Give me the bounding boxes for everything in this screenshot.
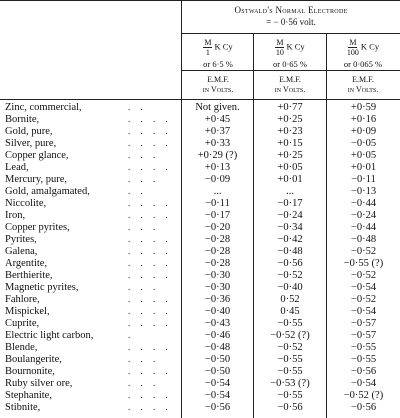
leader-dots: . . . .	[128, 258, 172, 268]
emf-value-col1: ...	[213, 186, 222, 197]
emf-value-col2: −0·52	[277, 270, 303, 281]
emf-value-col2: −0·55	[277, 390, 303, 401]
leader-dots: .	[128, 330, 135, 340]
emf-value-col2: −0·52 (?)	[270, 330, 310, 341]
reagent-label: K Cy	[360, 41, 380, 52]
emf-label: E.M.F.	[352, 75, 374, 84]
fraction-numerator: M	[349, 38, 357, 47]
emf-value-col2: +0·01	[277, 174, 303, 185]
emf-label: E.M.F.	[207, 75, 229, 84]
emf-value-col3: −0·52 (?)	[343, 390, 384, 401]
leader-dots: . . . .	[128, 402, 172, 412]
emf-value-col1: +0·29 (?)	[197, 150, 238, 161]
emf-value-col1: −0·11	[205, 198, 230, 209]
substance-name: Bornite,	[5, 114, 40, 125]
leader-dots: . . . .	[128, 198, 172, 208]
leader-dots: . .	[128, 102, 147, 112]
emf-value-col3: −0·54	[350, 282, 377, 293]
emf-value-col2: −0·17	[277, 198, 303, 209]
substance-name: Boulangerite,	[5, 354, 62, 365]
emf-value-col3: −0·11	[351, 174, 376, 185]
emf-value-col2: +0·15	[277, 138, 303, 149]
emf-value-col3: −0·52	[350, 294, 377, 305]
header-rule	[181, 33, 400, 34]
concentration-label: or 0·065 %	[343, 59, 383, 69]
emf-units-label: in Volts.	[274, 85, 306, 94]
fraction-denominator: 1	[205, 48, 210, 57]
emf-value-col1: −0·50	[204, 366, 231, 377]
emf-value-col2: −0·55	[277, 354, 303, 365]
leader-dots: . . . .	[128, 126, 172, 136]
emf-value-col3: −0·44	[350, 222, 377, 233]
emf-value-col3: −0·52	[350, 246, 377, 257]
substance-name: Magnetic pyrites,	[5, 282, 79, 293]
leader-dots: . . .	[128, 282, 160, 292]
reagent-label: K Cy	[286, 41, 305, 52]
emf-value-col2: −0·48	[277, 246, 303, 257]
substance-name: Argentite,	[5, 258, 48, 269]
emf-label: E.M.F.	[279, 75, 301, 84]
table-subtitle: = − 0·56 volt.	[266, 17, 316, 27]
leader-dots: . . . .	[128, 246, 172, 256]
emf-value-col3: −0·24	[350, 210, 377, 221]
concentration-label: or 0·65 %	[273, 59, 307, 69]
emf-value-col3: −0·48	[350, 234, 377, 245]
column-header-2	[254, 38, 326, 69]
leader-dots: . .	[128, 186, 147, 196]
substance-name: Mercury, pure,	[5, 174, 68, 185]
leader-dots: . . .	[128, 174, 160, 184]
emf-value-col1: −0·28	[204, 258, 231, 269]
emf-value-col1: −0·17	[204, 210, 231, 221]
fraction-numerator: M	[204, 38, 212, 47]
substance-name: Stephanite,	[5, 390, 52, 401]
substance-name: Fahlore,	[5, 294, 40, 305]
substance-name: Niccolite,	[5, 198, 47, 209]
column-header-1	[182, 38, 254, 69]
substance-name: Galena,	[5, 246, 38, 257]
emf-value-col3: −0·57	[350, 330, 377, 341]
table-row	[0, 402, 400, 415]
substance-name: Copper pyrites,	[5, 222, 70, 233]
emf-value-col2: −0·55	[277, 366, 303, 377]
emf-value-col2: +0·23	[277, 126, 303, 137]
emf-value-col3: −0·56	[350, 366, 377, 377]
leader-dots: . . .	[128, 354, 160, 364]
substance-name: Mispickel,	[5, 306, 50, 317]
emf-value-col1: −0·30	[204, 282, 231, 293]
reagent-label: K Cy	[214, 41, 233, 52]
emf-value-col2: 0·52	[280, 294, 300, 305]
emf-value-col3: −0·52	[350, 270, 377, 281]
emf-value-col3: −0·13	[350, 186, 377, 197]
substance-name: Iron,	[5, 210, 26, 221]
concentration-label: or 6·5 %	[203, 59, 233, 69]
substance-name: Blende,	[5, 342, 38, 353]
emf-value-col3: +0·59	[350, 102, 377, 113]
emf-unit-header-2	[254, 75, 326, 95]
emf-value-col3: +0·05	[350, 150, 377, 161]
top-rule	[0, 0, 400, 1]
emf-value-col3: −0·44	[350, 198, 377, 209]
leader-dots: . . . .	[128, 138, 172, 148]
emf-value-col1: +0·45	[204, 114, 231, 125]
emf-value-col1: −0·56	[204, 402, 231, 413]
units-rule	[0, 99, 400, 100]
emf-value-col1: +0·33	[204, 138, 231, 149]
leader-dots: . . .	[128, 378, 160, 388]
substance-name: Berthierite,	[5, 270, 53, 281]
substance-name: Electric light carbon,	[5, 330, 94, 341]
emf-value-col2: +0·05	[277, 162, 303, 173]
emf-unit-header-3	[327, 75, 399, 95]
emf-value-col3: −0·05	[350, 138, 377, 149]
fraction-denominator: 10	[275, 48, 284, 57]
emf-value-col1: +0·13	[204, 162, 231, 173]
emf-value-col2: −0·56	[277, 258, 303, 269]
emf-value-col1: −0·30	[204, 270, 231, 281]
emf-value-col2: +0·77	[277, 102, 303, 113]
emf-value-col3: +0·09	[350, 126, 377, 137]
emf-value-col2: −0·55	[277, 318, 303, 329]
leader-dots: . . .	[128, 222, 160, 232]
substance-name: Gold, amalgamated,	[5, 186, 90, 197]
substance-name: Copper glance,	[5, 150, 69, 161]
substance-name: Stibnite,	[5, 402, 41, 413]
leader-dots: . . . .	[128, 234, 172, 244]
leader-dots: . . . .	[128, 390, 172, 400]
emf-value-col3: +0·16	[350, 114, 377, 125]
emf-value-col1: −0·40	[204, 306, 231, 317]
emf-value-col2: ...	[286, 186, 294, 197]
concentration-rule	[181, 70, 400, 71]
emf-units-label: in Volts.	[347, 85, 379, 94]
emf-value-col3: −0·55	[350, 342, 377, 353]
emf-value-col1: −0·36	[204, 294, 231, 305]
emf-value-col2: −0·56	[277, 402, 303, 413]
table-title: Ostwald's Normal Electrode	[234, 5, 348, 15]
emf-value-col3: −0·55 (?)	[343, 258, 384, 269]
substance-name: Gold, pure,	[5, 126, 53, 137]
fraction-denominator: 100	[346, 48, 359, 57]
substance-name: Zinc, commercial,	[5, 102, 82, 113]
column-header-3	[327, 38, 399, 69]
emf-value-col2: 0·45	[280, 306, 300, 317]
emf-value-col2: −0·24	[277, 210, 303, 221]
leader-dots: . . . .	[128, 342, 172, 352]
molarity-fraction	[347, 38, 359, 57]
emf-value-col1: −0·43	[204, 318, 231, 329]
emf-value-col3: −0·57	[350, 318, 377, 329]
emf-value-col3: −0·55	[350, 354, 377, 365]
emf-value-col2: −0·40	[277, 282, 303, 293]
leader-dots: . . . .	[128, 294, 172, 304]
emf-unit-header-1	[182, 75, 254, 95]
substance-name: Bournonite,	[5, 366, 55, 377]
emf-value-col1: −0·48	[204, 342, 231, 353]
substance-name: Lead,	[5, 162, 29, 173]
emf-value-col1: −0·28	[204, 246, 231, 257]
emf-units-label: in Volts.	[202, 85, 234, 94]
emf-value-col2: −0·52	[277, 342, 303, 353]
emf-value-col1: −0·28	[204, 234, 231, 245]
emf-value-col2: −0·42	[277, 234, 303, 245]
emf-value-col3: −0·54	[350, 378, 377, 389]
molarity-fraction	[203, 38, 212, 57]
emf-value-col1: Not given.	[195, 102, 240, 113]
emf-value-col1: −0·09	[204, 174, 231, 185]
emf-value-col2: −0·34	[277, 222, 303, 233]
emf-value-col1: −0·54	[204, 378, 231, 389]
emf-value-col1: −0·54	[204, 390, 231, 401]
emf-value-col1: −0·46	[204, 330, 231, 341]
leader-dots: . . . .	[128, 270, 172, 280]
leader-dots: . . . .	[128, 318, 172, 328]
leader-dots: . . . .	[128, 114, 172, 124]
emf-value-col3: +0·01	[350, 162, 377, 173]
emf-value-col1: −0·50	[204, 354, 231, 365]
leader-dots: . . . .	[128, 366, 172, 376]
emf-value-col3: −0·54	[350, 306, 377, 317]
fraction-numerator: M	[276, 38, 284, 47]
substance-name: Silver, pure,	[5, 138, 57, 149]
emf-value-col1: −0·20	[204, 222, 231, 233]
emf-value-col1: +0·37	[204, 126, 231, 137]
substance-name: Cuprite,	[5, 318, 40, 329]
leader-dots: . . . .	[128, 306, 172, 316]
molarity-fraction	[275, 38, 284, 57]
leader-dots: . . . .	[128, 162, 172, 172]
leader-dots: . . .	[128, 150, 160, 160]
emf-value-col2: −0·53 (?)	[270, 378, 310, 389]
emf-value-col3: −0·56	[350, 402, 377, 413]
emf-value-col2: +0·25	[277, 150, 303, 161]
substance-name: Ruby silver ore,	[5, 378, 73, 389]
substance-name: Pyrites,	[5, 234, 37, 245]
emf-value-col2: +0·25	[277, 114, 303, 125]
leader-dots: . . . .	[128, 210, 172, 220]
